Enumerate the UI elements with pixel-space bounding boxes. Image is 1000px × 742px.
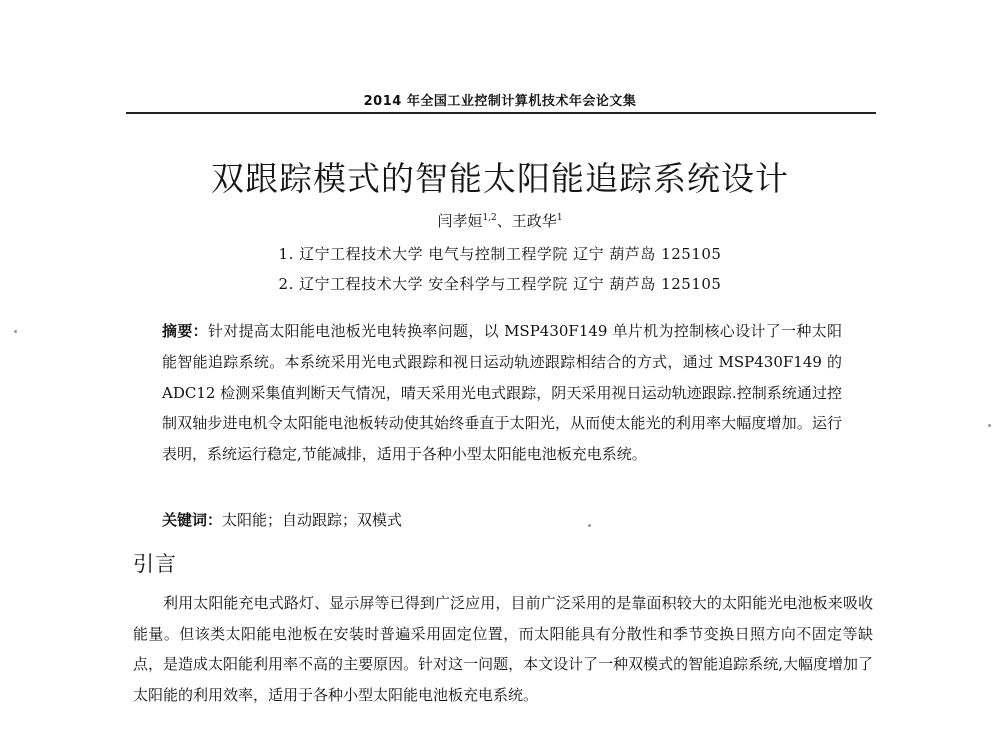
author-name: 闫孝姮 (437, 212, 483, 230)
introduction-paragraph: 利用太阳能充电式路灯、显示屏等已得到广泛应用，目前广泛采用的是靠面积较大的太阳能光电池板来吸收能量。但该类太阳能电池板在安装时普遍采用固定位置，而太阳能具有分散性和季节变换日照方向不固定等缺点，是造成太阳能利用率不高的主要原因。针对这一问题，本文设计了一种双模式的智能追踪系统,大幅度增加了太阳能的利用效率，适用于各种小型太阳能电池板充电系统。 (133, 594, 873, 704)
keywords-label: 关键词： (162, 511, 223, 529)
abstract-label: 摘要： (162, 322, 208, 340)
abstract-text: 针对提高太阳能电池板光电转换率问题，以 MSP430F149 单片机为控制核心设计了一种太阳能智能追踪系统。本系统采用光电式跟踪和视日运动轨迹跟踪相结合的方式，通过 MSP430F149 的 ADC12 检测采集值判断天气情况，晴天采用光电式跟踪，阴天采用视日运动轨迹跟踪.控制系统通过控制双轴步进电机令太阳能电池板转动使其始终垂直于太阳光，从而使太能光的利用率大幅度增加。运行表明，系统运行稳定,节能减排，适用于各种小型太阳能电池板充电系统。 (162, 322, 842, 464)
scan-speck (988, 424, 991, 427)
author-affiliation-mark: 1,2 (482, 213, 497, 223)
affiliation-1: 1. 辽宁工程技术大学 电气与控制工程学院 辽宁 葫芦岛 125105 (278, 245, 722, 263)
author-affiliation-mark: 1 (556, 213, 563, 223)
keywords (162, 509, 842, 530)
scan-speck (588, 524, 591, 527)
affiliation-2: 2. 辽宁工程技术大学 安全科学与工程学院 辽宁 葫芦岛 125105 (278, 275, 722, 293)
paper-title: 双跟踪模式的智能太阳能追踪系统设计 (211, 159, 789, 198)
section-heading-introduction: 引言 (133, 552, 177, 576)
keywords-text: 太阳能；自动跟踪；双模式 (222, 511, 403, 529)
header-rule (126, 112, 876, 114)
running-header: 2014 年全国工业控制计算机技术年会论文集 (363, 94, 637, 109)
abstract (162, 316, 842, 470)
author-line (0, 210, 1000, 231)
author-name: 王政华 (511, 212, 557, 230)
author-separator: 、 (496, 212, 512, 230)
scan-speck (14, 330, 17, 333)
